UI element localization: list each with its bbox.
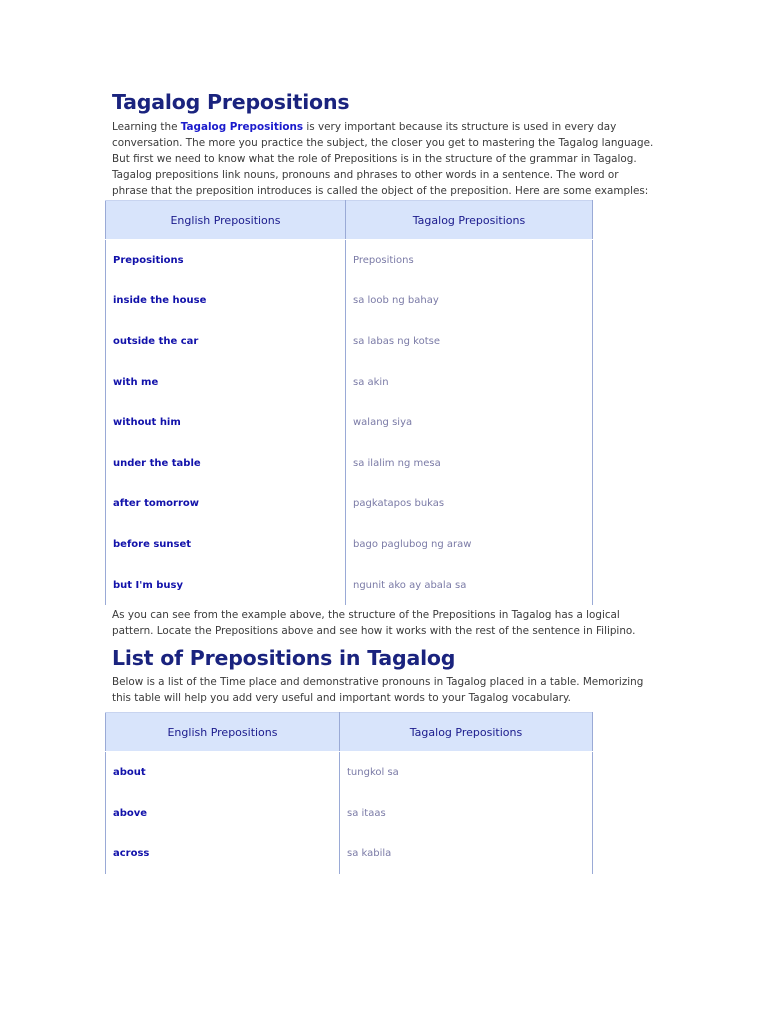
english-cell: outside the car xyxy=(106,321,346,362)
tagalog-cell: Prepositions xyxy=(346,240,593,281)
header-tagalog: Tagalog Prepositions xyxy=(346,201,593,240)
table-row xyxy=(106,362,593,403)
examples-table-body xyxy=(106,240,593,606)
tagalog-cell: sa kabila xyxy=(340,834,593,875)
table-row xyxy=(106,402,593,443)
list-table-wrapper xyxy=(105,712,657,874)
header-english: English Prepositions xyxy=(106,713,340,752)
intro-paragraph-2: Tagalog prepositions link nouns, pronouns and phrases to other words in a sentence. The word or phrase that the preposition introduces is called the object of the preposition. Here are some examples: xyxy=(112,169,649,197)
english-cell: under the table xyxy=(106,443,346,484)
table-row xyxy=(106,321,593,362)
table-row xyxy=(106,565,593,606)
english-cell: across xyxy=(106,834,340,875)
intro-text-before: Learning the xyxy=(112,121,181,133)
table-row xyxy=(106,793,593,834)
table-row xyxy=(106,484,593,525)
after-paragraph: As you can see from the example above, the structure of the Prepositions in Tagalog has a logical pattern. Locate the Prepositions above and see how it works with the rest of the sentence in Filipino. xyxy=(112,609,636,638)
english-cell: Prepositions xyxy=(106,240,346,281)
table-header-row xyxy=(106,713,593,752)
english-cell: with me xyxy=(106,362,346,403)
table-row xyxy=(106,281,593,322)
table-row xyxy=(106,524,593,565)
table-header-row xyxy=(106,201,593,240)
english-cell: before sunset xyxy=(106,524,346,565)
tagalog-cell: ngunit ako ay abala sa xyxy=(346,565,593,606)
english-cell: after tomorrow xyxy=(106,484,346,525)
intro-bold-term: Tagalog Prepositions xyxy=(180,121,304,133)
document-page xyxy=(112,88,657,874)
header-english: English Prepositions xyxy=(106,201,346,240)
intro-text-after: is very important because its structure is used in every day conversation. The more you practice the subject, the closer you get to mastering the Tagalog language. But first we need to know what the role of Prepositions is in the structure of the grammar in Tagalog. xyxy=(112,121,654,165)
header-tagalog: Tagalog Prepositions xyxy=(340,713,593,752)
tagalog-cell: walang siya xyxy=(346,402,593,443)
table-row xyxy=(106,443,593,484)
english-cell: about xyxy=(106,752,340,793)
list-table xyxy=(105,712,593,874)
tagalog-cell: tungkol sa xyxy=(340,752,593,793)
tagalog-cell: sa labas ng kotse xyxy=(346,321,593,362)
english-cell: inside the house xyxy=(106,281,346,322)
examples-table xyxy=(105,200,593,605)
tagalog-cell: sa loob ng bahay xyxy=(346,281,593,322)
tagalog-cell: pagkatapos bukas xyxy=(346,484,593,525)
table-row xyxy=(106,240,593,281)
page-title: Tagalog Prepositions xyxy=(112,90,350,114)
english-cell: above xyxy=(106,793,340,834)
tagalog-cell: sa ilalim ng mesa xyxy=(346,443,593,484)
list-intro-paragraph: Below is a list of the Time place and demonstrative pronouns in Tagalog placed in a table. Memorizing this table will help you add very useful and important words to your Tagalog vocabulary. xyxy=(112,676,644,705)
english-cell: without him xyxy=(106,402,346,443)
tagalog-cell: sa itaas xyxy=(340,793,593,834)
table-row xyxy=(106,834,593,875)
tagalog-cell: bago paglubog ng araw xyxy=(346,524,593,565)
english-cell: but I'm busy xyxy=(106,565,346,606)
list-table-body xyxy=(106,752,593,874)
section-title: List of Prepositions in Tagalog xyxy=(112,646,456,671)
examples-table-wrapper xyxy=(105,200,657,605)
tagalog-cell: sa akin xyxy=(346,362,593,403)
intro-paragraph xyxy=(112,119,657,167)
table-row xyxy=(106,752,593,793)
